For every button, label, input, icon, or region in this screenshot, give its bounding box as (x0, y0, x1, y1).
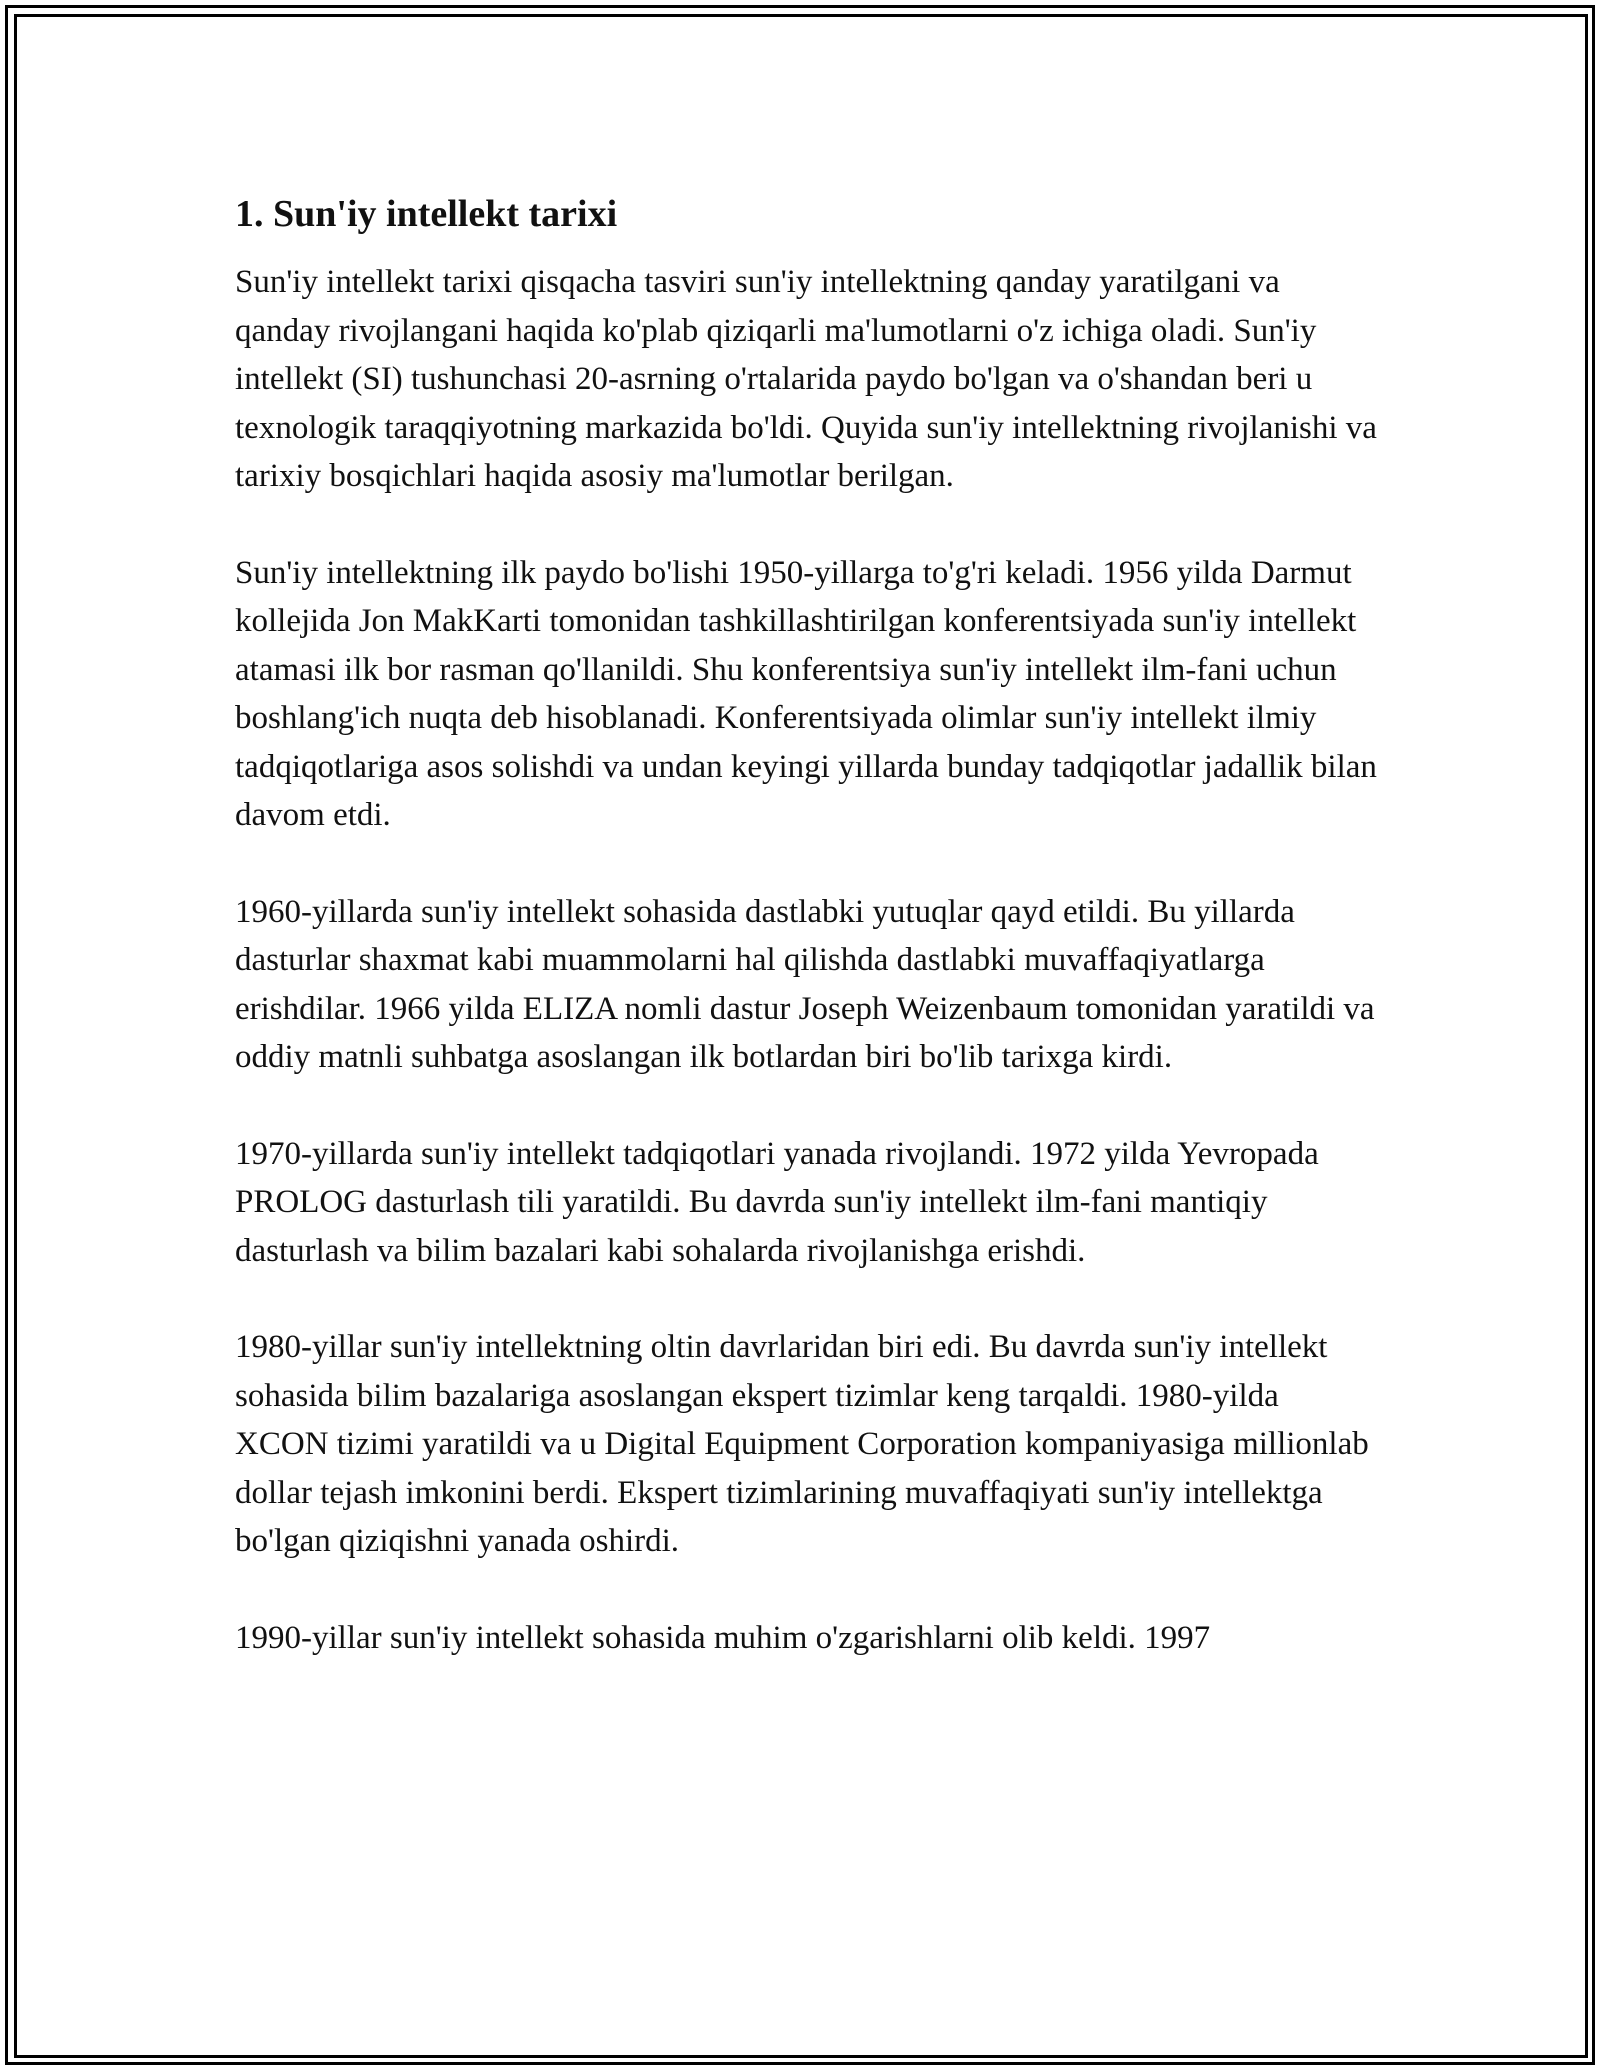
document-page (235, 190, 1380, 1710)
paragraph-1950s: Sun'iy intellektning ilk paydo bo'lishi 1950-yillarga to'g'ri keladi. 1956 yilda Darmut kollejida Jon MakKarti tomonidan tashkillashtirilgan konferentsiyada sun'iy intellekt atamasi ilk bor rasman qo'llanildi. Shu konferentsiya sun'iy intellekt ilm-fani uchun boshlang'ich nuqta deb hisoblanadi. Konferentsiyada olimlar sun'iy intellekt ilmiy tadqiqotlariga asos solishdi va undan keyingi yillarda bunday tadqiqotlar jadallik bilan davom etdi. (235, 554, 1377, 833)
paragraph-1970s: 1970-yillarda sun'iy intellekt tadqiqotlari yanada rivojlandi. 1972 yilda Yevropada PROLOG dasturlash tili yaratildi. Bu davrda sun'iy intellekt ilm-fani mantiqiy dasturlash va bilim bazalari kabi sohalarda rivojlanishga erishdi. (235, 1135, 1319, 1269)
paragraph-1980s: 1980-yillar sun'iy intellektning oltin davrlaridan biri edi. Bu davrda sun'iy intellekt sohasida bilim bazalariga asoslangan ekspert tizimlar keng tarqaldi. 1980-yilda XCON tizimi yaratildi va u Digital Equipment Corporation kompaniyasiga millionlab dollar tejash imkonini berdi. Ekspert tizimlarining muvaffaqiyati sun'iy intellektga bo'lgan qiziqishni yanada oshirdi. (235, 1329, 1369, 1559)
section-heading: 1. Sun'iy intellekt tarixi (235, 193, 618, 235)
paragraph-1960s: 1960-yillarda sun'iy intellekt sohasida dastlabki yutuqlar qayd etildi. Bu yillarda dasturlar shaxmat kabi muammolarni hal qilishda dastlabki muvaffaqiyatlarga erishdilar. 1966 yilda ELIZA nomli dastur Joseph Weizenbaum tomonidan yaratildi va oddiy matnli suhbatga asoslangan ilk botlardan biri bo'lib tarixga kirdi. (235, 893, 1375, 1075)
paragraph-1990s: 1990-yillar sun'iy intellekt sohasida muhim o'zgarishlarni olib keldi. 1997 (235, 1619, 1211, 1656)
paragraph-intro: Sun'iy intellekt tarixi qisqacha tasviri sun'iy intellektning qanday yaratilgani va qanday rivojlangani haqida ko'plab qiziqarli ma'lumotlarni o'z ichiga oladi. Sun'iy intellekt (SI) tushunchasi 20-asrning o'rtalarida paydo bo'lgan va o'shandan beri u texnologik taraqqiyotning markazida bo'ldi. Quyida sun'iy intellektning rivojlanishi va tarixiy bosqichlari haqida asosiy ma'lumotlar berilgan. (235, 264, 1377, 494)
